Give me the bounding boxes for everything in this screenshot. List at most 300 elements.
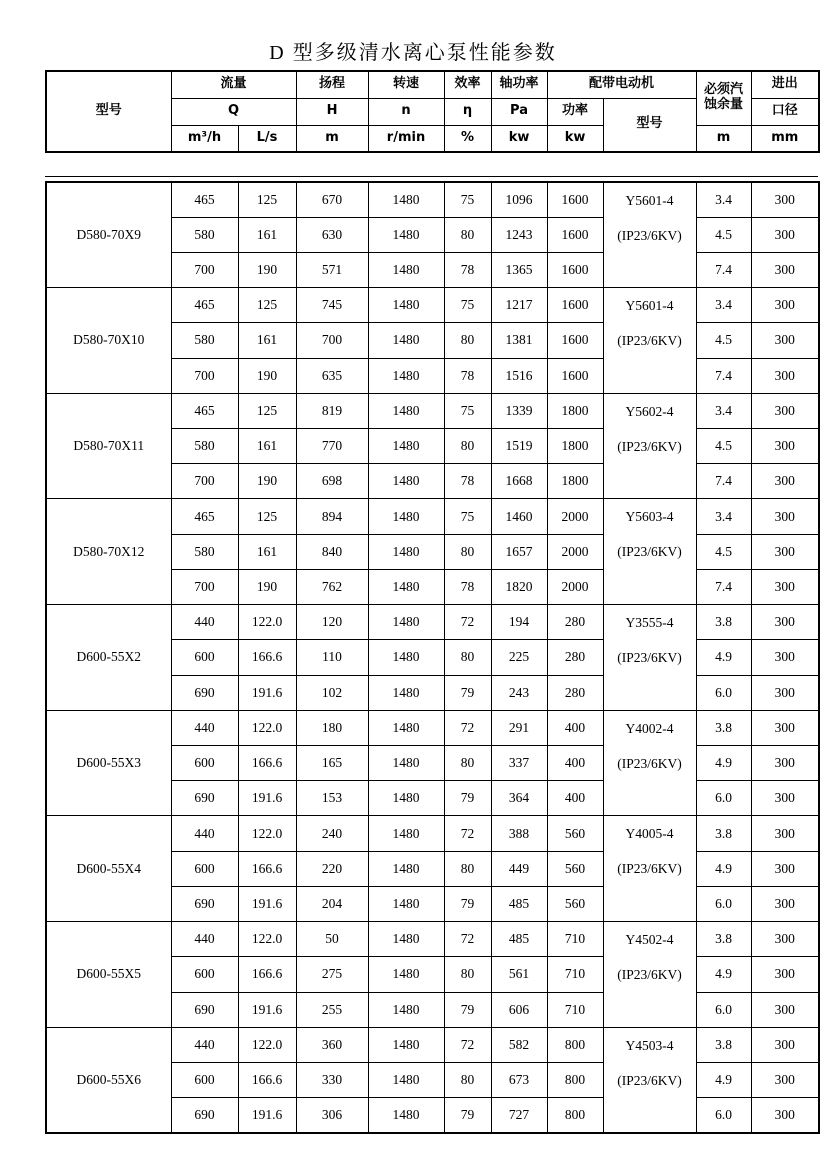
data-cell: 72 — [444, 816, 491, 851]
data-cell: 580 — [171, 534, 238, 569]
data-cell: 204 — [296, 886, 368, 921]
table-row — [46, 499, 819, 534]
data-cell: 122.0 — [238, 1027, 296, 1062]
port-diameter-cell: 300 — [751, 851, 819, 886]
data-cell: 1480 — [368, 992, 444, 1027]
data-cell: 690 — [171, 992, 238, 1027]
data-cell: 600 — [171, 746, 238, 781]
data-cell: 1480 — [368, 499, 444, 534]
data-cell: 1480 — [368, 358, 444, 393]
data-cell: 72 — [444, 1027, 491, 1062]
motor-model-cell — [603, 816, 696, 922]
table-row — [46, 922, 819, 957]
header-motor: 配带电动机 — [547, 71, 696, 98]
data-cell: 1800 — [547, 429, 603, 464]
data-cell: 180 — [296, 710, 368, 745]
data-cell: 1480 — [368, 182, 444, 217]
motor-model-line1: Y4002-4 — [625, 720, 674, 736]
port-diameter-cell: 300 — [751, 816, 819, 851]
data-cell: 1381 — [491, 323, 547, 358]
port-diameter-cell: 300 — [751, 288, 819, 323]
header-row-1 — [46, 71, 819, 98]
data-cell: 400 — [547, 781, 603, 816]
port-diameter-cell: 300 — [751, 605, 819, 640]
header-head: 扬程 — [296, 71, 368, 98]
data-cell: 1480 — [368, 464, 444, 499]
data-cell: 745 — [296, 288, 368, 323]
data-cell: 80 — [444, 323, 491, 358]
data-cell: 1668 — [491, 464, 547, 499]
port-diameter-cell: 300 — [751, 710, 819, 745]
port-diameter-cell: 300 — [751, 922, 819, 957]
data-cell: 465 — [171, 499, 238, 534]
data-cell: 710 — [547, 922, 603, 957]
data-cell: 1480 — [368, 710, 444, 745]
data-cell: 690 — [171, 886, 238, 921]
data-cell: 80 — [444, 746, 491, 781]
header-q-symbol: Q — [171, 98, 296, 125]
npsh-cell: 4.5 — [696, 534, 751, 569]
motor-model-line1: Y3555-4 — [625, 615, 674, 631]
port-diameter-cell: 300 — [751, 217, 819, 252]
npsh-cell: 3.4 — [696, 393, 751, 428]
data-cell: 1480 — [368, 393, 444, 428]
port-diameter-cell: 300 — [751, 182, 819, 217]
data-cell: 78 — [444, 252, 491, 287]
motor-model-line2: (IP23/6KV) — [617, 967, 682, 983]
table-row — [46, 605, 819, 640]
data-table — [45, 181, 820, 1134]
data-cell: 600 — [171, 957, 238, 992]
data-cell: 600 — [171, 640, 238, 675]
motor-model-line2: (IP23/6KV) — [617, 438, 682, 454]
motor-model-line1: Y5602-4 — [625, 403, 674, 419]
data-cell: 306 — [296, 1098, 368, 1133]
npsh-cell: 3.8 — [696, 605, 751, 640]
data-cell: 561 — [491, 957, 547, 992]
header-unit-m: m — [296, 125, 368, 152]
data-cell: 698 — [296, 464, 368, 499]
data-cell: 1480 — [368, 957, 444, 992]
data-cell: 190 — [238, 464, 296, 499]
data-cell: 1480 — [368, 746, 444, 781]
data-cell: 440 — [171, 605, 238, 640]
motor-model-line1: Y4503-4 — [625, 1037, 674, 1053]
data-cell: 1480 — [368, 1027, 444, 1062]
data-cell: 80 — [444, 1062, 491, 1097]
data-cell: 161 — [238, 323, 296, 358]
data-cell: 2000 — [547, 499, 603, 534]
data-cell: 166.6 — [238, 746, 296, 781]
data-cell: 191.6 — [238, 992, 296, 1027]
data-cell: 72 — [444, 605, 491, 640]
port-diameter-cell: 300 — [751, 534, 819, 569]
data-cell: 240 — [296, 816, 368, 851]
data-cell: 1243 — [491, 217, 547, 252]
data-cell: 166.6 — [238, 1062, 296, 1097]
data-cell: 330 — [296, 1062, 368, 1097]
motor-model-cell — [603, 393, 696, 499]
header-unit-pct: % — [444, 125, 491, 152]
data-cell: 700 — [171, 252, 238, 287]
data-cell: 560 — [547, 886, 603, 921]
data-cell: 122.0 — [238, 710, 296, 745]
header-pa-symbol: Pa — [491, 98, 547, 125]
npsh-cell: 4.9 — [696, 746, 751, 781]
data-cell: 1480 — [368, 429, 444, 464]
header-efficiency: 效率 — [444, 71, 491, 98]
port-diameter-cell: 300 — [751, 992, 819, 1027]
data-cell: 80 — [444, 851, 491, 886]
data-cell: 700 — [171, 358, 238, 393]
data-cell: 440 — [171, 922, 238, 957]
data-cell: 690 — [171, 675, 238, 710]
data-cell: 280 — [547, 640, 603, 675]
data-cell: 220 — [296, 851, 368, 886]
data-cell: 800 — [547, 1098, 603, 1133]
data-cell: 700 — [171, 464, 238, 499]
table-row — [46, 710, 819, 745]
header-motor-power: 功率 — [547, 98, 603, 125]
data-cell: 580 — [171, 429, 238, 464]
data-cell: 700 — [296, 323, 368, 358]
port-diameter-cell: 300 — [751, 1027, 819, 1062]
header-ports-line2: 口径 — [751, 98, 819, 125]
data-cell: 1480 — [368, 851, 444, 886]
data-cell: 894 — [296, 499, 368, 534]
data-cell: 360 — [296, 1027, 368, 1062]
data-cell: 79 — [444, 781, 491, 816]
npsh-cell: 3.4 — [696, 288, 751, 323]
data-cell: 1600 — [547, 288, 603, 323]
data-cell: 2000 — [547, 534, 603, 569]
npsh-cell: 6.0 — [696, 992, 751, 1027]
npsh-cell: 3.8 — [696, 1027, 751, 1062]
npsh-cell: 6.0 — [696, 886, 751, 921]
data-cell: 161 — [238, 429, 296, 464]
motor-model-cell — [603, 288, 696, 394]
data-cell: 1096 — [491, 182, 547, 217]
header-pump-model: 型号 — [46, 71, 171, 152]
data-cell: 78 — [444, 464, 491, 499]
data-cell: 1480 — [368, 640, 444, 675]
data-cell: 191.6 — [238, 1098, 296, 1133]
port-diameter-cell: 300 — [751, 886, 819, 921]
motor-model-line1: Y4005-4 — [625, 826, 674, 842]
data-cell: 1480 — [368, 886, 444, 921]
data-cell: 110 — [296, 640, 368, 675]
motor-model-line2: (IP23/6KV) — [617, 755, 682, 771]
data-cell: 465 — [171, 182, 238, 217]
port-diameter-cell: 300 — [751, 569, 819, 604]
data-cell: 190 — [238, 252, 296, 287]
data-cell: 485 — [491, 886, 547, 921]
port-diameter-cell: 300 — [751, 957, 819, 992]
data-cell: 1800 — [547, 393, 603, 428]
npsh-cell: 7.4 — [696, 358, 751, 393]
table-row — [46, 1027, 819, 1062]
motor-model-line1: Y5603-4 — [625, 509, 674, 525]
data-cell: 800 — [547, 1062, 603, 1097]
data-cell: 1820 — [491, 569, 547, 604]
motor-model-cell — [603, 710, 696, 816]
data-cell: 165 — [296, 746, 368, 781]
data-cell: 122.0 — [238, 816, 296, 851]
data-cell: 1480 — [368, 323, 444, 358]
data-cell: 1480 — [368, 781, 444, 816]
data-cell: 1480 — [368, 1062, 444, 1097]
data-cell: 762 — [296, 569, 368, 604]
pump-model-cell: D600-55X3 — [46, 710, 171, 816]
header-unit-npsh-m: m — [696, 125, 751, 152]
data-cell: 600 — [171, 1062, 238, 1097]
data-cell: 1480 — [368, 605, 444, 640]
data-cell: 670 — [296, 182, 368, 217]
header-unit-kw-motor: kw — [547, 125, 603, 152]
data-cell: 635 — [296, 358, 368, 393]
data-cell: 1480 — [368, 675, 444, 710]
data-cell: 275 — [296, 957, 368, 992]
data-cell: 1516 — [491, 358, 547, 393]
pump-model-cell: D600-55X5 — [46, 922, 171, 1028]
motor-model-cell — [603, 499, 696, 605]
header-speed: 转速 — [368, 71, 444, 98]
data-cell: 291 — [491, 710, 547, 745]
pump-model-cell: D580-70X11 — [46, 393, 171, 499]
data-cell: 1217 — [491, 288, 547, 323]
data-cell: 580 — [171, 217, 238, 252]
motor-model-cell — [603, 605, 696, 711]
header-flow: 流量 — [171, 71, 296, 98]
data-cell: 122.0 — [238, 922, 296, 957]
data-cell: 80 — [444, 534, 491, 569]
motor-model-line2: (IP23/6KV) — [617, 1072, 682, 1088]
data-cell: 75 — [444, 182, 491, 217]
data-cell: 191.6 — [238, 886, 296, 921]
data-cell: 690 — [171, 1098, 238, 1133]
data-cell: 75 — [444, 393, 491, 428]
npsh-cell: 4.9 — [696, 957, 751, 992]
header-motor-model: 型号 — [603, 98, 696, 152]
pump-model-cell: D600-55X6 — [46, 1027, 171, 1133]
data-cell: 78 — [444, 358, 491, 393]
port-diameter-cell: 300 — [751, 358, 819, 393]
data-cell: 600 — [171, 851, 238, 886]
data-cell: 190 — [238, 358, 296, 393]
npsh-cell: 7.4 — [696, 252, 751, 287]
data-cell: 580 — [171, 323, 238, 358]
data-cell: 571 — [296, 252, 368, 287]
npsh-cell: 3.8 — [696, 816, 751, 851]
data-cell: 630 — [296, 217, 368, 252]
data-cell: 1480 — [368, 1098, 444, 1133]
data-cell: 79 — [444, 1098, 491, 1133]
data-cell: 1480 — [368, 816, 444, 851]
data-cell: 1600 — [547, 182, 603, 217]
data-cell: 2000 — [547, 569, 603, 604]
data-cell: 102 — [296, 675, 368, 710]
data-cell: 485 — [491, 922, 547, 957]
data-cell: 700 — [171, 569, 238, 604]
data-cell: 190 — [238, 569, 296, 604]
data-cell: 72 — [444, 710, 491, 745]
data-cell: 78 — [444, 569, 491, 604]
motor-model-line2: (IP23/6KV) — [617, 544, 682, 560]
header-unit-mm: mm — [751, 125, 819, 152]
data-cell: 161 — [238, 534, 296, 569]
npsh-cell: 7.4 — [696, 569, 751, 604]
data-cell: 1460 — [491, 499, 547, 534]
data-cell: 1600 — [547, 358, 603, 393]
motor-model-line2: (IP23/6KV) — [617, 861, 682, 877]
npsh-cell: 4.9 — [696, 851, 751, 886]
motor-model-line1: Y4502-4 — [625, 932, 674, 948]
data-cell: 80 — [444, 429, 491, 464]
data-cell: 280 — [547, 605, 603, 640]
data-cell: 465 — [171, 288, 238, 323]
port-diameter-cell: 300 — [751, 1098, 819, 1133]
data-cell: 1800 — [547, 464, 603, 499]
motor-model-cell — [603, 182, 696, 288]
port-diameter-cell: 300 — [751, 499, 819, 534]
data-cell: 1339 — [491, 393, 547, 428]
port-diameter-cell: 300 — [751, 746, 819, 781]
npsh-cell: 3.8 — [696, 710, 751, 745]
table-row — [46, 182, 819, 217]
data-cell: 465 — [171, 393, 238, 428]
port-diameter-cell: 300 — [751, 675, 819, 710]
data-cell: 1480 — [368, 252, 444, 287]
table-top-rule — [45, 176, 818, 177]
data-cell: 606 — [491, 992, 547, 1027]
pump-model-cell: D580-70X12 — [46, 499, 171, 605]
data-cell: 225 — [491, 640, 547, 675]
data-cell: 80 — [444, 640, 491, 675]
data-cell: 710 — [547, 957, 603, 992]
motor-model-line2: (IP23/6KV) — [617, 650, 682, 666]
data-cell: 400 — [547, 710, 603, 745]
data-cell: 1657 — [491, 534, 547, 569]
data-cell: 440 — [171, 710, 238, 745]
data-cell: 770 — [296, 429, 368, 464]
data-cell: 243 — [491, 675, 547, 710]
table-row — [46, 288, 819, 323]
header-unit-ls: L/s — [238, 125, 296, 152]
motor-model-line2: (IP23/6KV) — [617, 228, 682, 243]
data-cell: 1600 — [547, 217, 603, 252]
data-cell: 690 — [171, 781, 238, 816]
data-cell: 560 — [547, 851, 603, 886]
data-cell: 400 — [547, 746, 603, 781]
data-cell: 79 — [444, 992, 491, 1027]
data-cell: 125 — [238, 182, 296, 217]
data-cell: 166.6 — [238, 851, 296, 886]
data-cell: 75 — [444, 288, 491, 323]
data-cell: 840 — [296, 534, 368, 569]
data-cell: 166.6 — [238, 957, 296, 992]
header-ports-line1: 进出 — [751, 71, 819, 98]
data-cell: 1480 — [368, 569, 444, 604]
port-diameter-cell: 300 — [751, 252, 819, 287]
data-cell: 75 — [444, 499, 491, 534]
header-unit-m3h: m³/h — [171, 125, 238, 152]
data-cell: 191.6 — [238, 675, 296, 710]
data-cell: 125 — [238, 288, 296, 323]
data-cell: 449 — [491, 851, 547, 886]
npsh-cell: 3.8 — [696, 922, 751, 957]
port-diameter-cell: 300 — [751, 393, 819, 428]
data-cell: 582 — [491, 1027, 547, 1062]
port-diameter-cell: 300 — [751, 781, 819, 816]
data-cell: 79 — [444, 886, 491, 921]
page-title: D 型多级清水离心泵性能参数 — [269, 42, 557, 64]
header-npsh: 必须汽蚀余量 — [696, 71, 751, 125]
data-cell: 440 — [171, 1027, 238, 1062]
pump-model-cell: D600-55X2 — [46, 605, 171, 711]
header-unit-kw-shaft: kw — [491, 125, 547, 152]
data-cell: 153 — [296, 781, 368, 816]
data-cell: 72 — [444, 922, 491, 957]
data-cell: 80 — [444, 217, 491, 252]
pump-model-cell: D600-55X4 — [46, 816, 171, 922]
data-cell: 125 — [238, 393, 296, 428]
port-diameter-cell: 300 — [751, 640, 819, 675]
npsh-cell: 4.5 — [696, 429, 751, 464]
data-cell: 120 — [296, 605, 368, 640]
data-cell: 819 — [296, 393, 368, 428]
data-cell: 710 — [547, 992, 603, 1027]
data-cell: 191.6 — [238, 781, 296, 816]
data-cell: 80 — [444, 957, 491, 992]
data-cell: 194 — [491, 605, 547, 640]
data-cell: 255 — [296, 992, 368, 1027]
data-cell: 1480 — [368, 922, 444, 957]
data-cell: 161 — [238, 217, 296, 252]
data-cell: 800 — [547, 1027, 603, 1062]
data-cell: 388 — [491, 816, 547, 851]
data-cell: 560 — [547, 816, 603, 851]
data-cell: 673 — [491, 1062, 547, 1097]
table-row — [46, 816, 819, 851]
motor-model-line1: Y5601-4 — [625, 298, 674, 314]
npsh-cell: 4.5 — [696, 323, 751, 358]
data-cell: 50 — [296, 922, 368, 957]
data-cell: 364 — [491, 781, 547, 816]
data-cell: 125 — [238, 499, 296, 534]
data-cell: 79 — [444, 675, 491, 710]
header-unit-rmin: r/min — [368, 125, 444, 152]
data-cell: 1519 — [491, 429, 547, 464]
pump-model-cell: D580-70X9 — [46, 182, 171, 288]
data-cell: 122.0 — [238, 605, 296, 640]
header-table — [45, 70, 820, 153]
npsh-cell: 6.0 — [696, 675, 751, 710]
data-cell: 280 — [547, 675, 603, 710]
motor-model-cell — [603, 922, 696, 1028]
header-eta-symbol: η — [444, 98, 491, 125]
port-diameter-cell: 300 — [751, 1062, 819, 1097]
data-cell: 166.6 — [238, 640, 296, 675]
npsh-cell: 3.4 — [696, 499, 751, 534]
npsh-cell: 3.4 — [696, 182, 751, 217]
npsh-cell: 6.0 — [696, 781, 751, 816]
motor-model-line2: (IP23/6KV) — [617, 333, 682, 349]
data-cell: 1600 — [547, 323, 603, 358]
port-diameter-cell: 300 — [751, 323, 819, 358]
header-shaft-power: 轴功率 — [491, 71, 547, 98]
npsh-cell: 4.9 — [696, 1062, 751, 1097]
table-row — [46, 393, 819, 428]
